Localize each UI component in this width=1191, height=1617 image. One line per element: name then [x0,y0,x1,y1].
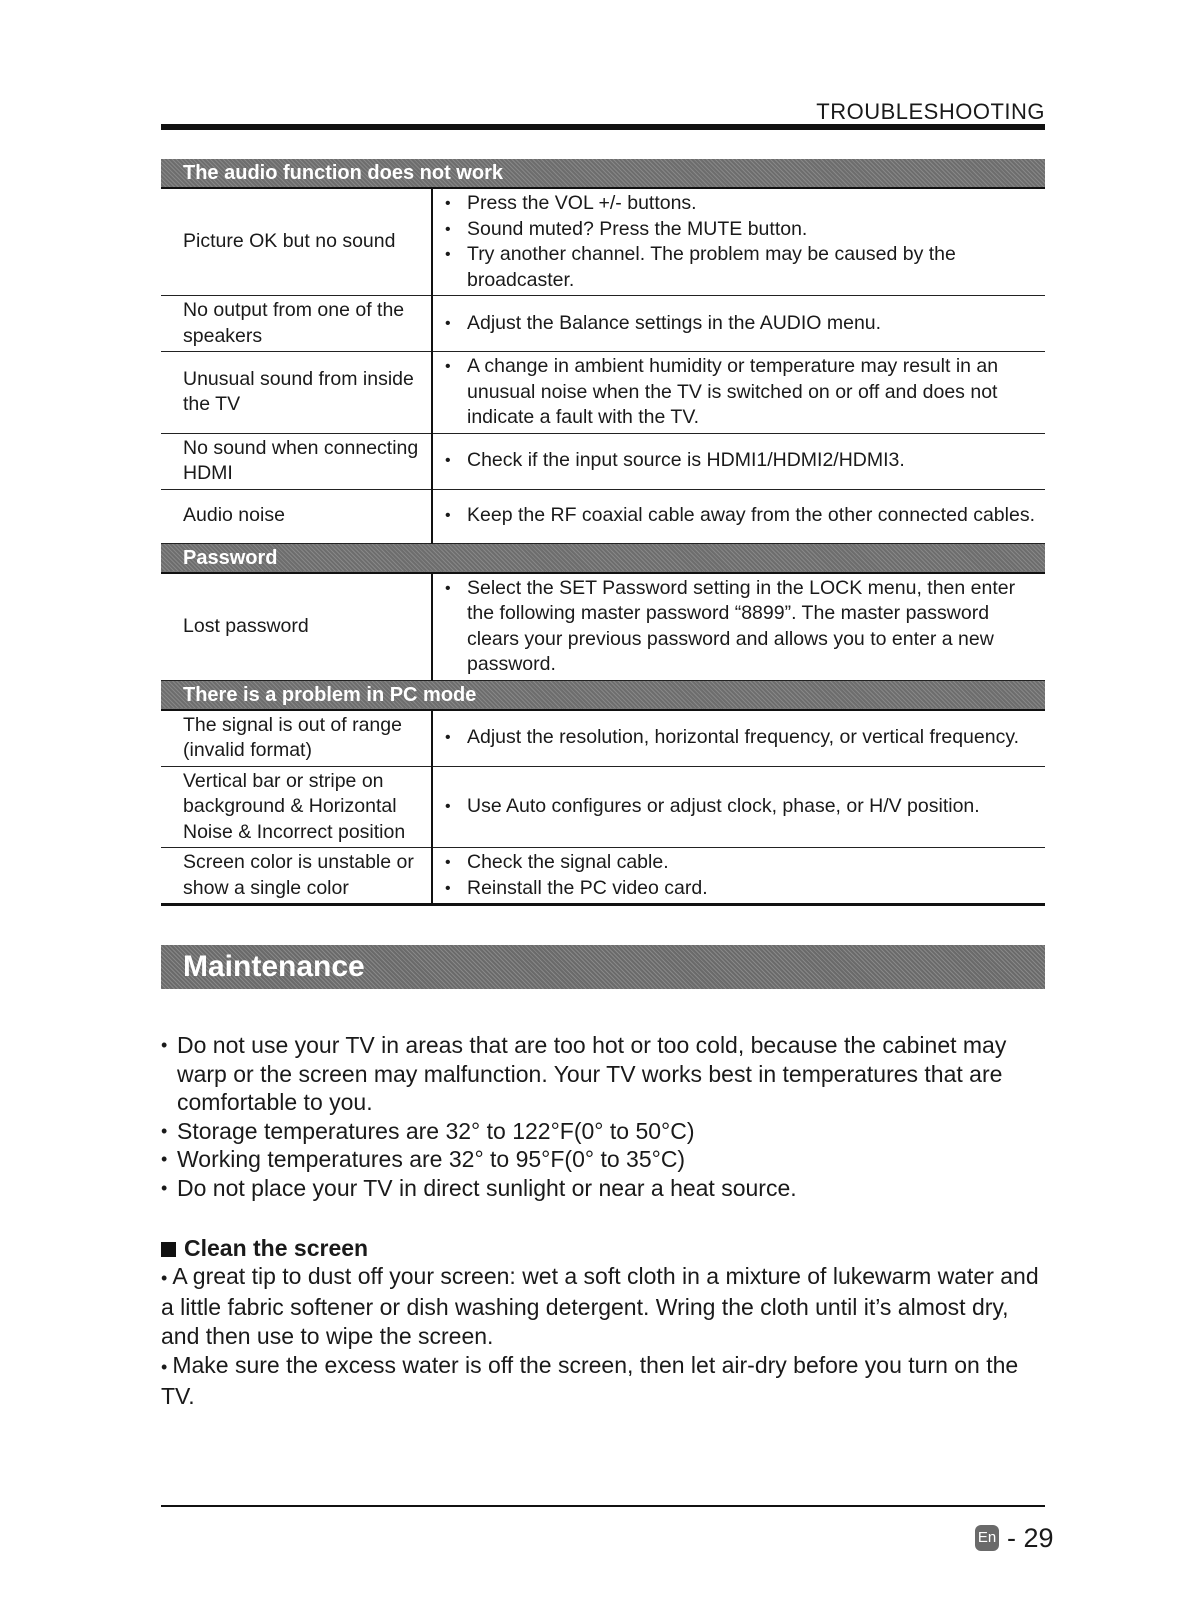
table-row [161,710,1045,767]
solution-item: • Sound muted? Press the MUTE button. [443,217,1037,243]
solution-item: • Reinstall the PC video card. [443,876,1037,902]
page-number-text: - 29 [1007,1522,1054,1553]
table-row [161,433,1045,489]
square-bullet-icon [161,1242,176,1257]
solution-item: • Select the SET Password setting in the LOCK menu, then enter the following master password “8899”. The master password clears your previous password and allows you to enter a new password. [443,576,1037,678]
maintenance-item: • Do not use your TV in areas that are too hot or too cold, because the cabinet may warp or the screen may malfunction. Your TV works best in temperatures that are comfortable to you. [161,1031,1061,1117]
solution-cell [432,296,1045,352]
footer-rule [161,1505,1045,1507]
clean-item: • Make sure the excess water is off the screen, then let air-dry before you turn on the TV. [161,1351,1051,1411]
table-row [161,848,1045,905]
maintenance-list [161,1031,1061,1202]
table-row [161,573,1045,681]
solution-item: • A change in ambient humidity or temperature may result in an unusual noise when the TV is switched on or off and does not indicate a fault with the TV. [443,354,1037,431]
solution-cell [432,766,1045,848]
problem-cell: Audio noise [161,489,432,543]
section-header-pc-mode [161,680,1045,710]
solution-item: • Try another channel. The problem may be caused by the broadcaster. [443,242,1037,293]
solution-item: • Press the VOL +/- buttons. [443,191,1037,217]
problem-cell: Vertical bar or stripe on background & Horizontal Noise & Incorrect position [161,766,432,848]
problem-cell: Unusual sound from inside the TV [161,352,432,434]
troubleshooting-table [161,159,1045,906]
solution-item: • Check the signal cable. [443,850,1037,876]
problem-cell: Screen color is unstable or show a single color [161,848,432,905]
solution-cell [432,188,1045,296]
solution-cell [432,489,1045,543]
table-row [161,352,1045,434]
problem-cell: Lost password [161,573,432,681]
table-row [161,766,1045,848]
section-header-password [161,543,1045,573]
header-rule [161,124,1045,130]
problem-cell: The signal is out of range (invalid format) [161,710,432,767]
page-number [975,1521,1054,1555]
clean-item: • A great tip to dust off your screen: wet a soft cloth in a mixture of lukewarm water and a little fabric softener or dish washing detergent. Wring the cloth until it’s almost dry, and then use to wipe the screen. [161,1262,1051,1351]
solution-item: • Adjust the Balance settings in the AUDIO menu. [443,311,1037,337]
clean-screen-list [161,1262,1051,1411]
clean-screen-heading-text: Clean the screen [184,1235,369,1261]
solution-cell [432,848,1045,905]
solution-item: • Check if the input source is HDMI1/HDMI2/HDMI3. [443,448,1037,474]
solution-cell [432,433,1045,489]
section-header-audio [161,159,1045,188]
problem-cell: No sound when connecting HDMI [161,433,432,489]
solution-cell [432,710,1045,767]
section-title: There is a problem in PC mode [161,680,1045,710]
maintenance-item: • Working temperatures are 32° to 95°F(0° to 35°C) [161,1145,1061,1174]
solution-item: • Use Auto configures or adjust clock, phase, or H/V position. [443,794,1037,820]
page-header-title: TROUBLESHOOTING [816,99,1045,124]
maintenance-item: • Storage temperatures are 32° to 122°F(0° to 50°C) [161,1117,1061,1146]
table-row [161,489,1045,543]
problem-cell: No output from one of the speakers [161,296,432,352]
solution-cell [432,352,1045,434]
clean-screen-heading [161,1234,368,1262]
problem-cell: Picture OK but no sound [161,188,432,296]
table-row [161,296,1045,352]
solution-item: • Adjust the resolution, horizontal frequency, or vertical frequency. [443,725,1037,751]
section-title: Password [161,543,1045,573]
maintenance-item: • Do not place your TV in direct sunlight or near a heat source. [161,1174,1061,1203]
language-badge-icon: En [975,1525,999,1551]
maintenance-banner: Maintenance [161,945,1045,989]
solution-cell [432,573,1045,681]
table-row [161,188,1045,296]
section-title: The audio function does not work [161,159,1045,188]
solution-item: • Keep the RF coaxial cable away from the other connected cables. [443,503,1037,529]
